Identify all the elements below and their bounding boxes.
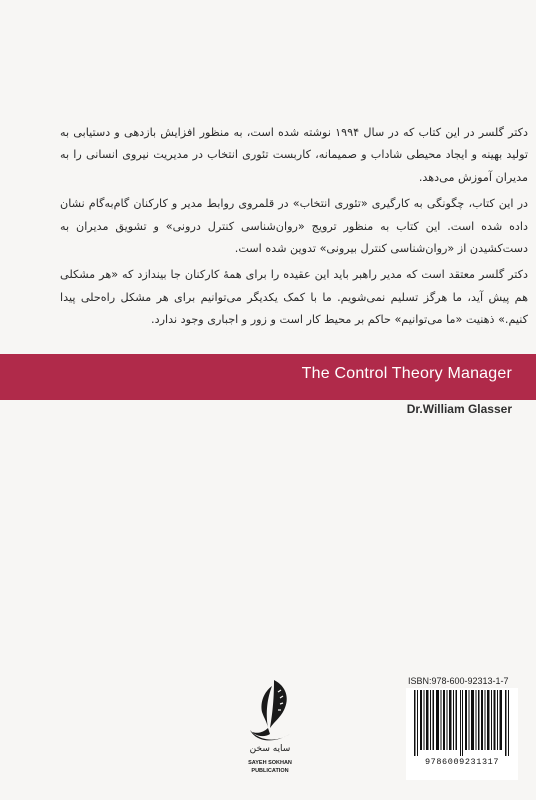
isbn-label: ISBN:978-600-92313-1-7 [408,676,509,686]
description-paragraph-1: دکتر گلسر در این کتاب که در سال ۱۹۹۴ نوشته شده است، به منظور افزایش بازدهی و دستیابی به تولید بهینه و ایجاد محیطی شاداب و صمیمانه، کاربست تئوری انتخاب در مدیریت نیروی انسانی را به مدیران آموزش می‌دهد. [60,126,528,184]
description-paragraph-2: در این کتاب، چگونگی به کارگیری «تئوری انتخاب» در قلمروی روابط مدیر و کارکنان گام‌به‌گام نشان داده شده است. این کتاب به منظور ترویج «روان‌شناسی کنترل درونی» و تشویق مدیران به دست‌کشیدن از «روان‌شناسی کنترل بیرونی» تدوین شده است. [60,197,528,256]
description-text-block [60,122,528,336]
barcode-number: 9786009231317 [424,757,500,767]
feather-quill-logo-icon [234,672,306,748]
publisher-name-english: SAYEH SOKHAN [248,760,292,766]
title-banner [0,354,536,400]
barcode [406,688,518,780]
publisher-name-english-line2: PUBLICATION [251,768,289,774]
author-name: Dr.William Glasser [406,402,512,416]
publisher-name-persian: سایه سخن [249,744,291,754]
barcode-icon [414,690,510,756]
english-book-title: The Control Theory Manager [301,365,512,382]
publisher-logo [234,672,306,782]
description-paragraph-3: دکتر گلسر معتقد است که مدیر راهبر باید این عقیده را برای همهٔ کارکنان جا بیندازد که «هر مشکلی هم پیش آید، ما هرگز تسلیم نمی‌شویم. ما با کمک یکدیگر می‌توانیم برای هر مشکل راه‌حلی پیدا کنیم.» ذهنیت «ما می‌توانیم» حاکم بر محیط کار است و زور و اجباری وجود ندارد. [60,268,528,327]
